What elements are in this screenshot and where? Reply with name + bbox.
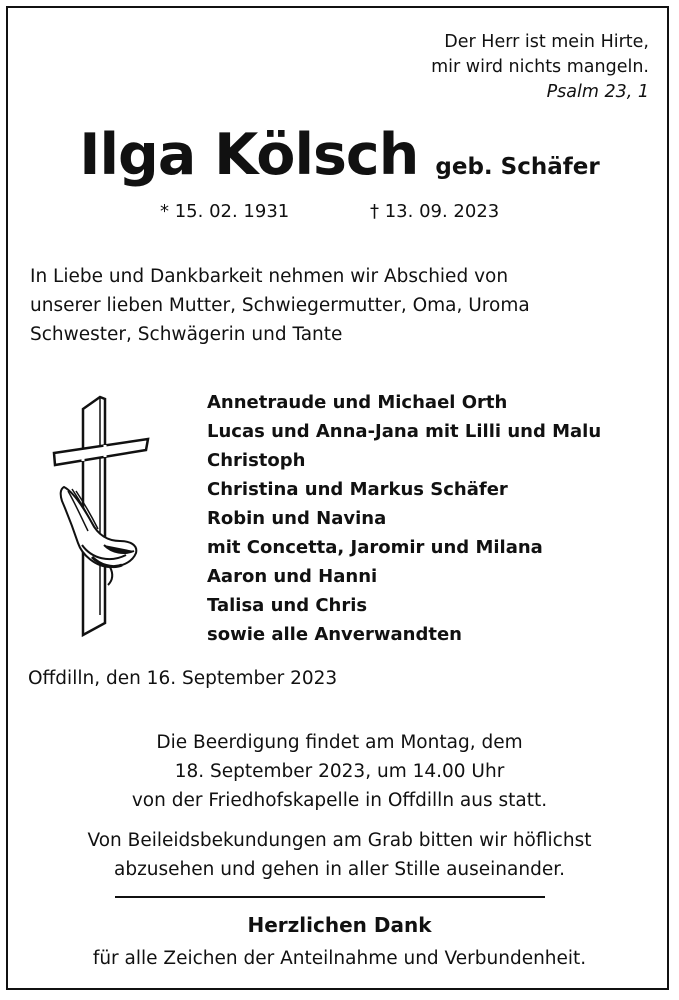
intro-line-1: In Liebe und Dankbarkeit nehmen wir Abschied von (30, 266, 509, 287)
maiden-name: geb. Schäfer (435, 154, 600, 180)
mourner-line: mit Concetta, Jaromir und Milana (207, 537, 543, 558)
mourner-line: Annetraude und Michael Orth (207, 392, 508, 413)
thanks-subtitle: für alle Zeichen der Anteilnahme und Verbundenheit. (92, 948, 587, 969)
mourner-line: Christina und Markus Schäfer (207, 479, 508, 500)
psalm-quote (431, 30, 649, 105)
mourner-line: Talisa und Chris (207, 595, 368, 616)
condolence-request (0, 826, 679, 884)
funeral-line-3: von der Friedhofskapelle in Offdilln aus statt. (131, 790, 548, 811)
mourner-line: Lucas und Anna-Jana mit Lilli und Malu (207, 421, 602, 442)
funeral-line-2: 18. September 2023, um 14.00 Uhr (174, 761, 505, 782)
mourner-line: Robin und Navina (207, 508, 387, 529)
intro-line-3: Schwester, Schwägerin und Tante (30, 324, 343, 345)
mourner-line: Christoph (207, 450, 306, 471)
cross-with-praying-hands-icon (52, 395, 152, 640)
birth-date: * 15. 02. 1931 (160, 201, 290, 222)
intro-text (30, 262, 649, 349)
psalm-line-1: Der Herr ist mein Hirte, (444, 32, 649, 52)
mourners-list (207, 388, 601, 649)
deceased-name: Ilga Kölsch (79, 122, 419, 188)
funeral-notice (0, 728, 679, 815)
death-date: † 13. 09. 2023 (370, 201, 500, 222)
mourner-line: sowie alle Anverwandten (207, 624, 462, 645)
intro-line-2: unserer lieben Mutter, Schwiegermutter, Oma, Uroma (30, 295, 530, 316)
psalm-reference: Psalm 23, 1 (546, 82, 649, 102)
place-and-date: Offdilln, den 16. September 2023 (28, 668, 338, 689)
mourner-line: Aaron und Hanni (207, 566, 378, 587)
funeral-line-1: Die Beerdigung findet am Montag, dem (156, 732, 523, 753)
request-line-2: abzusehen und gehen in aller Stille auseinander. (114, 859, 565, 880)
request-line-1: Von Beileidsbekundungen am Grab bitten wir höflichst (87, 830, 592, 851)
thanks-title: Herzlichen Dank (247, 913, 432, 937)
psalm-line-2: mir wird nichts mangeln. (431, 57, 649, 77)
divider-line (115, 896, 545, 898)
deceased-name-line (0, 122, 679, 188)
